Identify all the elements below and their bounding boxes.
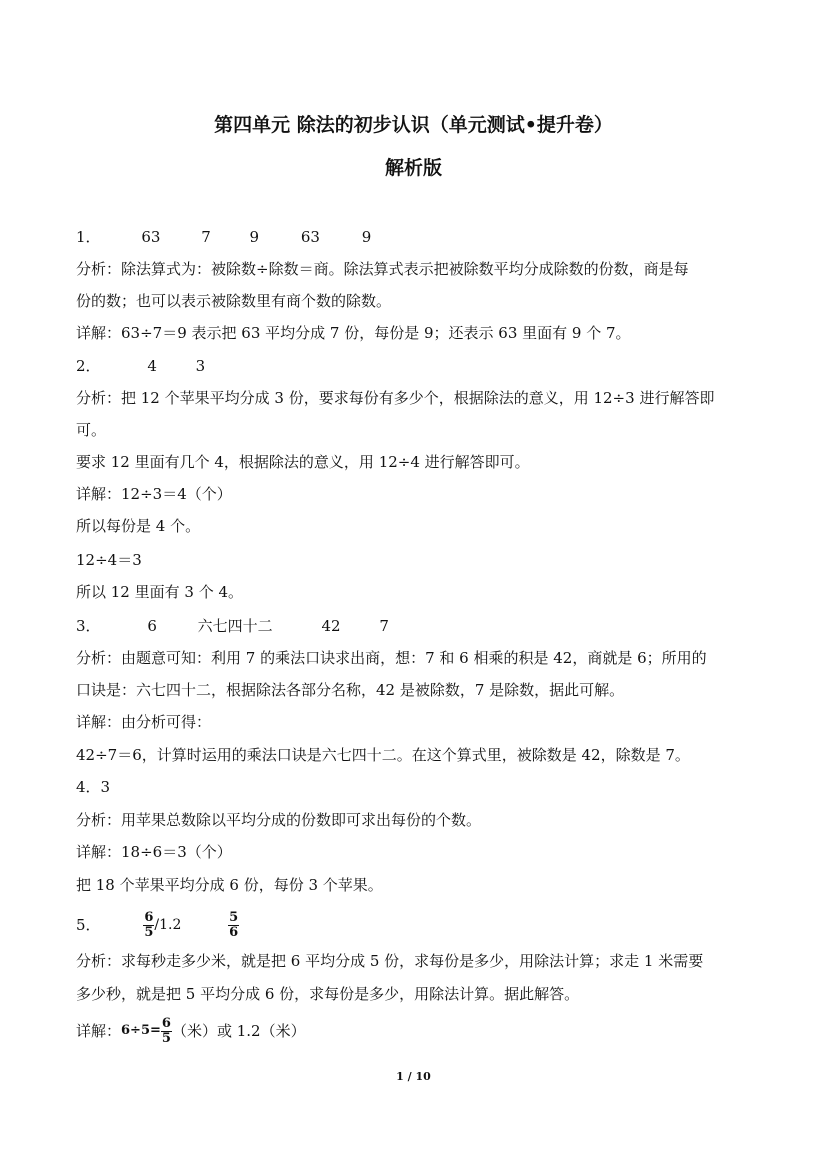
q4-analysis: 分析：用苹果总数除以平均分成的份数即可求出每份的个数。: [76, 811, 482, 829]
q4-detail-2: 把 18 个苹果平均分成 6 份，每份 3 个苹果。: [76, 876, 383, 894]
q4-detail-1: 详解：18÷6＝3（个）: [76, 843, 232, 861]
q1-answer-5: 9: [361, 228, 372, 246]
q4-answer-line: 4．3: [76, 778, 111, 796]
q2-analysis-line-3: 要求 12 里面有几个 4，根据除法的意义，用 12÷4 进行解答即可。: [76, 453, 530, 471]
q2-detail-3: 12÷4＝3: [76, 551, 142, 569]
page-number: 1 / 10: [396, 1070, 431, 1083]
q5-detail-denominator: 5: [161, 1030, 171, 1046]
q5-answer-1-denominator: 5: [144, 924, 154, 940]
q5-analysis-line-2: 多少秒，就是把 5 平均分成 6 份，求每份是多少，用除法计算。据此解答。: [76, 985, 580, 1003]
q2-number: 2．: [76, 357, 101, 375]
q3-answer-2: 六七四十二: [197, 617, 273, 635]
q5-detail-suffix: （米）或 1.2（米）: [171, 1022, 306, 1040]
q1-answer-1: 63: [141, 228, 161, 246]
q5-answer-2-fraction: [228, 911, 239, 940]
q5-detail-numerator: 6: [161, 1015, 171, 1031]
q2-detail-4: 所以 12 里面有 3 个 4。: [76, 583, 244, 601]
q1-answer-2: 7: [201, 228, 211, 246]
q2-answer-2: 3: [195, 357, 206, 375]
q1-analysis-line-1: 分析：除法算式为：被除数÷除数＝商。除法算式表示把被除数平均分成除数的份数，商是每: [76, 260, 689, 278]
q1-answer-line: [76, 227, 756, 247]
q1-answer-3: 9: [249, 228, 260, 246]
q5-detail-fraction: [161, 1017, 172, 1046]
q2-detail-2: 所以每份是 4 个。: [76, 517, 201, 535]
q1-detail: 详解：63÷7＝9 表示把 63 平均分成 7 份，每份是 9；还表示 63 里面有 9 个 7。: [76, 324, 631, 342]
q3-analysis-line-2: 口诀是：六七四十二，根据除法各部分名称，42 是被除数，7 是除数，据此可解。: [76, 681, 625, 699]
q5-answer-1-fraction: [143, 911, 154, 940]
page-subtitle: 解析版: [384, 157, 442, 179]
q2-answer-line: [76, 356, 756, 376]
q3-analysis-line-1: 分析：由题意可知：利用 7 的乘法口诀求出商，想：7 和 6 相乘的积是 42，商就是 6；所用的: [76, 649, 707, 667]
q2-analysis-line-2: 可。: [76, 421, 107, 439]
q5-answer-1-alt: /1.2: [154, 917, 182, 933]
q5-detail-expression: 6÷5=: [121, 1023, 161, 1038]
page-title: 第四单元 除法的初步认识（单元测试•提升卷）: [214, 114, 613, 136]
q2-answer-1: 4: [147, 357, 157, 375]
q1-number: 1．: [76, 228, 101, 246]
q3-answer-1: 6: [147, 617, 157, 635]
q5-answer-line: [76, 906, 756, 943]
q5-answer-1-numerator: 6: [144, 909, 154, 925]
q3-answer-4: 7: [379, 617, 389, 635]
q5-number: 5．: [76, 916, 101, 934]
q3-answer-3: 42: [321, 617, 341, 635]
q5-answer-2-numerator: 5: [229, 909, 239, 925]
q3-detail-2: 42÷7＝6，计算时运用的乘法口诀是六七四十二。在这个算式里，被除数是 42，除数是 7。: [76, 746, 690, 764]
q1-analysis-line-2: 份的数；也可以表示被除数里有商个数的除数。: [76, 292, 392, 310]
q1-answer-4: 63: [300, 228, 320, 246]
q3-number: 3．: [76, 617, 101, 635]
q3-detail-1: 详解：由分析可得：: [76, 713, 212, 731]
q2-analysis-line-1: 分析：把 12 个苹果平均分成 3 份，要求每份有多少个，根据除法的意义，用 12÷3 进行解答即: [76, 389, 715, 407]
q3-answer-line: [76, 616, 756, 636]
q2-detail-1: 详解：12÷3＝4（个）: [76, 485, 232, 503]
q5-analysis-line-1: 分析：求每秒走多少米，就是把 6 平均分成 5 份，求每份是多少，用除法计算；求走 1 米需要: [76, 952, 704, 970]
q5-detail: [76, 1012, 756, 1049]
q5-answer-2-denominator: 6: [229, 924, 239, 940]
q5-detail-prefix: 详解：: [76, 1022, 122, 1040]
